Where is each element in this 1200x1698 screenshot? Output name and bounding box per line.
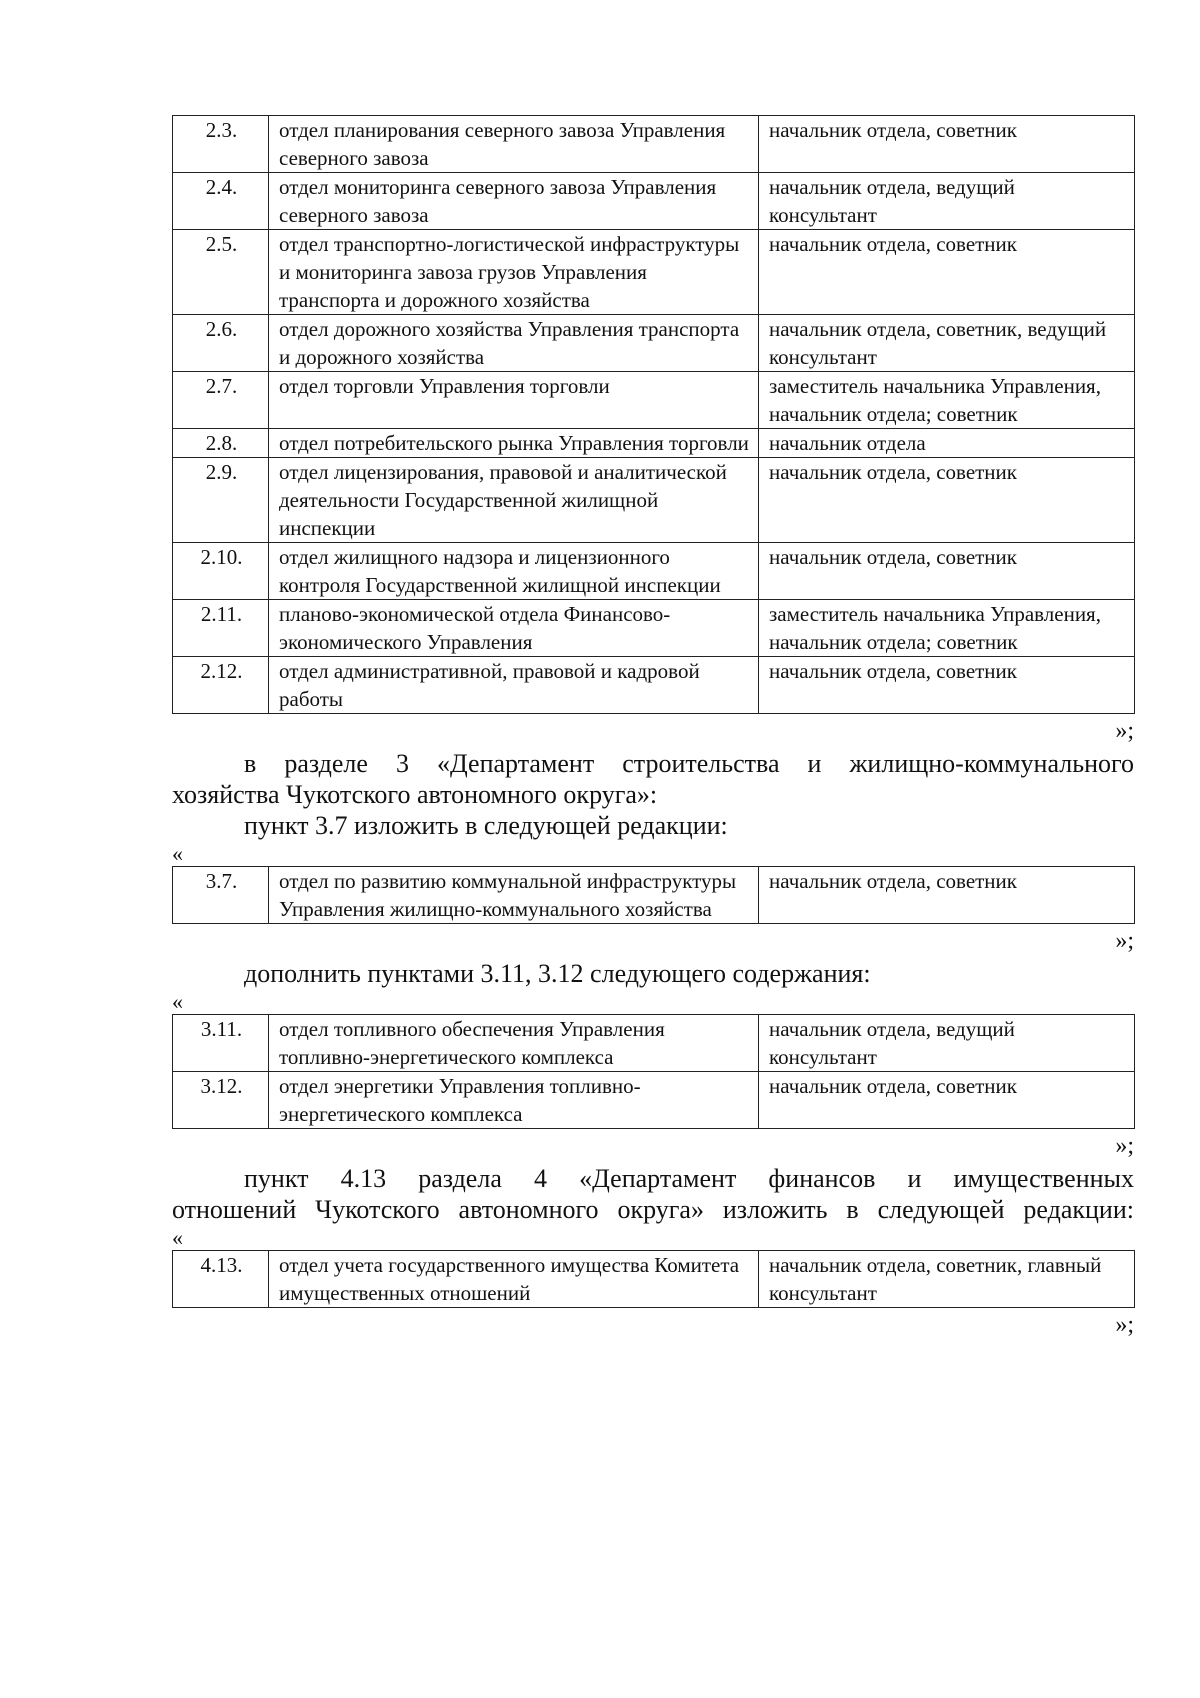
closing-quote: »;	[1115, 718, 1134, 744]
unit-name: отдел торговли Управления торговли	[269, 372, 759, 429]
table-row	[173, 867, 1135, 924]
row-number: 2.12.	[173, 657, 269, 714]
unit-name: отдел учета государственного имущества Комитета имущественных отношений	[269, 1251, 759, 1308]
position-list: заместитель начальника Управления, начальник отдела; советник	[759, 372, 1135, 429]
table-row	[173, 173, 1135, 230]
position-list: начальник отдела, советник	[759, 543, 1135, 600]
document-page	[172, 115, 1134, 1342]
section-3-add-text: дополнить пунктами 3.11, 3.12 следующего содержания:	[244, 959, 871, 988]
unit-name: отдел планирования северного завоза Управления северного завоза	[269, 116, 759, 173]
position-list: заместитель начальника Управления, начальник отдела; советник	[759, 600, 1135, 657]
section-4-intro-line-1: пункт 4.13 раздела 4 «Департамент финансов и имущественных	[244, 1164, 1134, 1193]
closing-quote: »;	[1115, 1133, 1134, 1159]
position-list: начальник отдела, ведущий консультант	[759, 173, 1135, 230]
position-list: начальник отдела, советник	[759, 116, 1135, 173]
row-number: 2.8.	[173, 429, 269, 458]
table-row	[173, 600, 1135, 657]
table-row	[173, 372, 1135, 429]
row-number: 3.11.	[173, 1015, 269, 1072]
row-number: 2.10.	[173, 543, 269, 600]
positions-table-point-3-7	[172, 866, 1135, 924]
unit-name: отдел жилищного надзора и лицензионного контроля Государственной жилищной инспекции	[269, 543, 759, 600]
position-list: начальник отдела, советник	[759, 458, 1135, 543]
position-list: начальник отдела, советник	[759, 1072, 1135, 1129]
table-row	[173, 1251, 1135, 1308]
unit-name: отдел дорожного хозяйства Управления транспорта и дорожного хозяйства	[269, 315, 759, 372]
row-number: 4.13.	[173, 1251, 269, 1308]
table-row	[173, 458, 1135, 543]
row-number: 3.7.	[173, 867, 269, 924]
table-row	[173, 1015, 1135, 1072]
opening-quote: «	[172, 841, 183, 866]
section-3-intro-line-1: в разделе 3 «Департамент строительства и жилищно-коммунального	[244, 749, 1134, 778]
unit-name: отдел транспортно-логистической инфраструктуры и мониторинга завоза грузов Управления транспорта и дорожного хозяйства	[269, 230, 759, 315]
closing-quote: »;	[1115, 1312, 1134, 1338]
position-list: начальник отдела, советник	[759, 867, 1135, 924]
table-row	[173, 543, 1135, 600]
position-list: начальник отдела	[759, 429, 1135, 458]
unit-name: отдел мониторинга северного завоза Управления северного завоза	[269, 173, 759, 230]
table-row	[173, 230, 1135, 315]
opening-quote: «	[172, 989, 183, 1014]
table-row	[173, 657, 1135, 714]
position-list: начальник отдела, советник, главный консультант	[759, 1251, 1135, 1308]
row-number: 2.6.	[173, 315, 269, 372]
row-number: 2.5.	[173, 230, 269, 315]
table-row	[173, 1072, 1135, 1129]
table-row	[173, 315, 1135, 372]
section-3-point-text: пункт 3.7 изложить в следующей редакции:	[244, 811, 728, 840]
unit-name: отдел лицензирования, правовой и аналитической деятельности Государственной жилищной инспекции	[269, 458, 759, 543]
unit-name: планово-экономической отдела Финансово-экономического Управления	[269, 600, 759, 657]
opening-quote: «	[172, 1225, 183, 1250]
row-number: 2.4.	[173, 173, 269, 230]
table-row	[173, 116, 1135, 173]
row-number: 3.12.	[173, 1072, 269, 1129]
table-row	[173, 429, 1135, 458]
positions-table-points-3-11-3-12	[172, 1014, 1135, 1129]
position-list: начальник отдела, советник	[759, 230, 1135, 315]
position-list: начальник отдела, советник, ведущий консультант	[759, 315, 1135, 372]
position-list: начальник отдела, советник	[759, 657, 1135, 714]
row-number: 2.11.	[173, 600, 269, 657]
section-3-intro-line-2: хозяйства Чукотского автономного округа»:	[172, 780, 658, 809]
positions-table-section-2	[172, 115, 1135, 714]
unit-name: отдел по развитию коммунальной инфраструктуры Управления жилищно-коммунального хозяйства	[269, 867, 759, 924]
unit-name: отдел топливного обеспечения Управления топливно-энергетического комплекса	[269, 1015, 759, 1072]
positions-table-point-4-13	[172, 1250, 1135, 1308]
section-4-intro-line-2: отношений Чукотского автономного округа» изложить в следующей редакции:	[172, 1195, 1134, 1224]
unit-name: отдел энергетики Управления топливно-энергетического комплекса	[269, 1072, 759, 1129]
unit-name: отдел административной, правовой и кадровой работы	[269, 657, 759, 714]
row-number: 2.3.	[173, 116, 269, 173]
closing-quote: »;	[1115, 928, 1134, 954]
position-list: начальник отдела, ведущий консультант	[759, 1015, 1135, 1072]
row-number: 2.9.	[173, 458, 269, 543]
row-number: 2.7.	[173, 372, 269, 429]
unit-name: отдел потребительского рынка Управления торговли	[269, 429, 759, 458]
